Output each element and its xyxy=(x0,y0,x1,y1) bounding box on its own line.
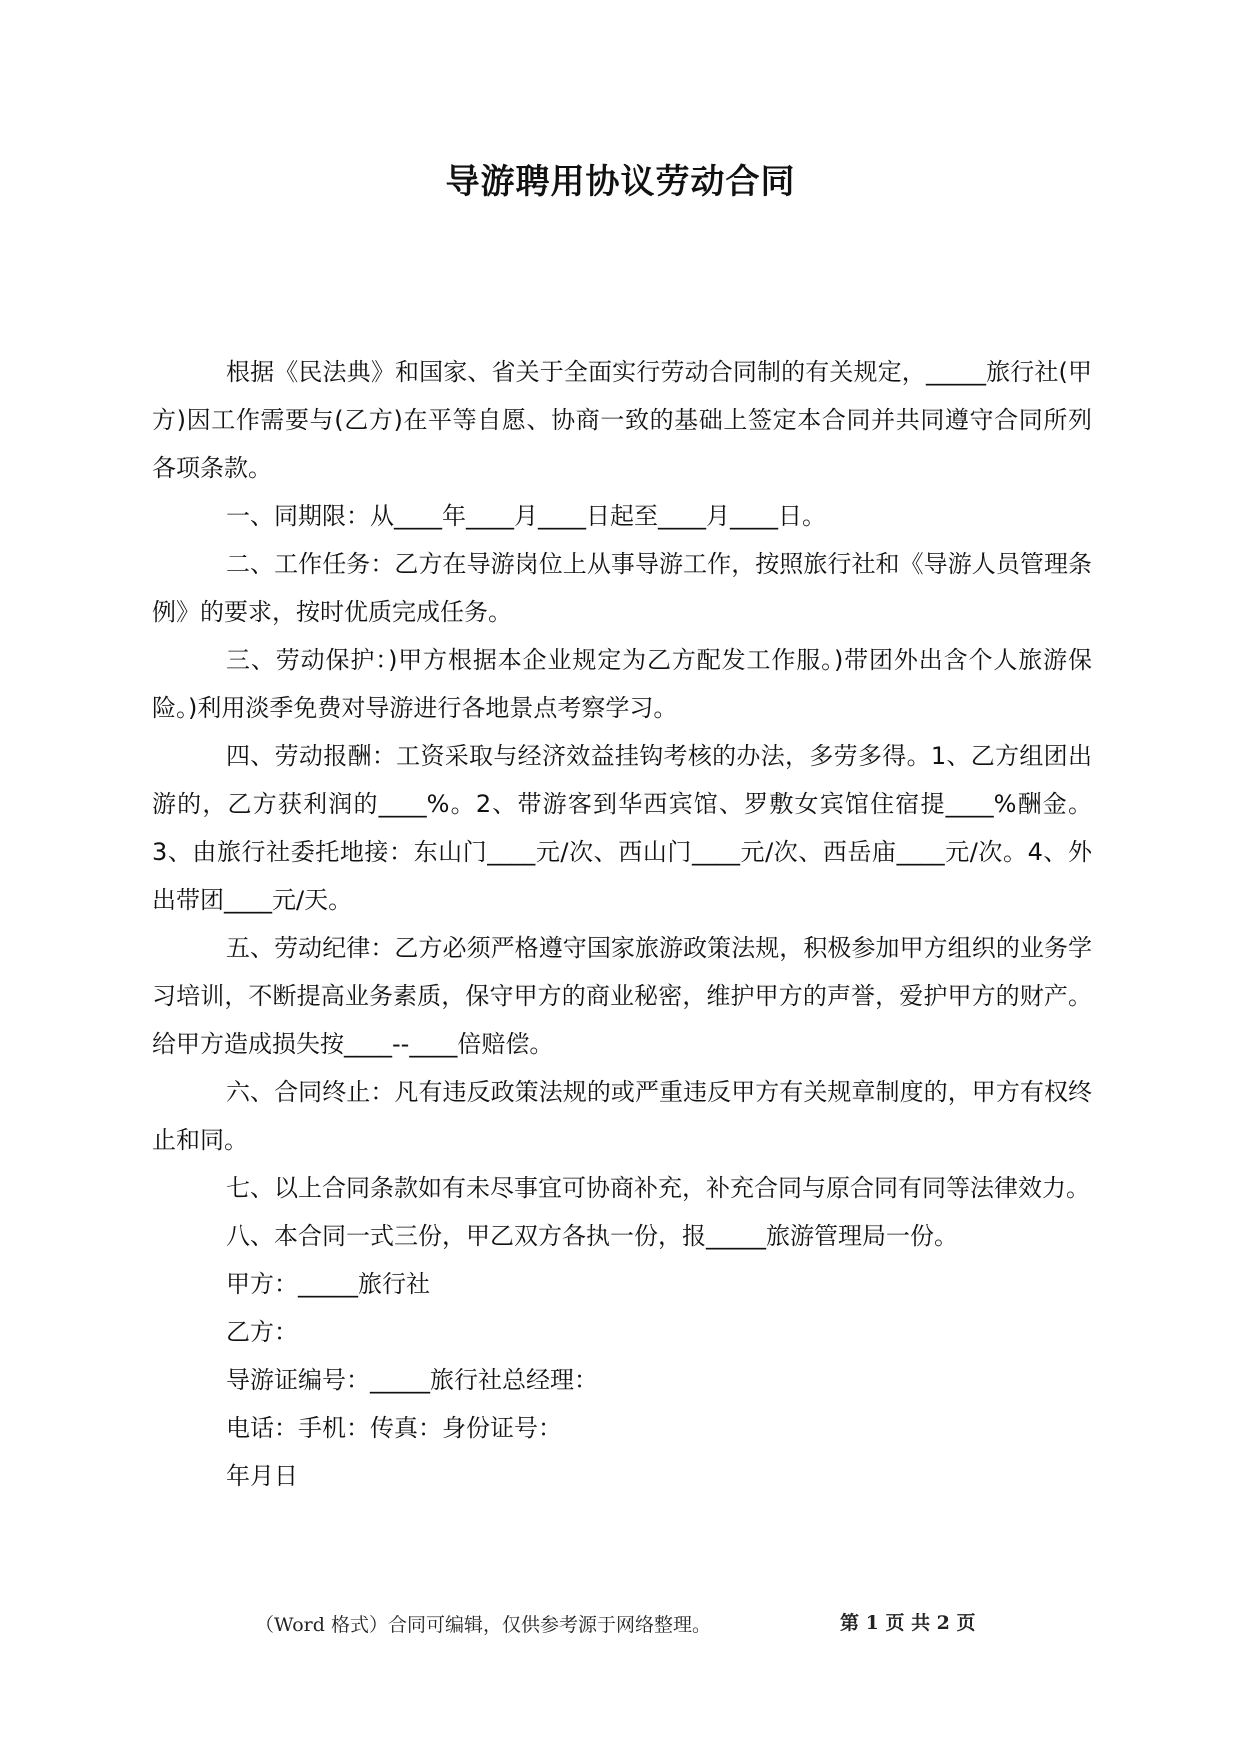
signature-party-a: 甲方：_____旅行社 xyxy=(226,1270,430,1298)
signature-contact: 电话：手机：传真：身份证号： xyxy=(226,1414,562,1442)
clause-termination: 六、合同终止：凡有违反政策法规的或严重违反甲方有关规章制度的，甲方有权终止和同。 xyxy=(152,1078,1092,1154)
signature-date: 年月日 xyxy=(226,1462,298,1490)
page-indicator: 第 1 页 共 2 页 xyxy=(840,1612,976,1634)
document-body xyxy=(152,348,1092,1500)
clause-copies: 八、本合同一式三份，甲乙双方各执一份，报_____旅游管理局一份。 xyxy=(226,1222,958,1250)
signature-party-b: 乙方： xyxy=(226,1318,298,1346)
document-title: 导游聘用协议劳动合同 xyxy=(445,162,796,202)
clause-term: 一、同期限：从____年____月____日起至____月____日。 xyxy=(226,502,826,530)
footer-note: （Word 格式）合同可编辑，仅供参考源于网络整理。 xyxy=(255,1614,711,1636)
clause-remuneration: 四、劳动报酬：工资采取与经济效益挂钩考核的办法，多劳多得。1、乙方组团出游的，乙方获利润的____%。2、带游客到华西宾馆、罗敷女宾馆住宿提____%酬金。3、由旅行社委托地接：东山门____元/次、西山门____元/次、西岳庙____元/次。4、外出带团____元/天。 xyxy=(152,742,1092,914)
signature-guide-id: 导游证编号：_____旅行社总经理： xyxy=(226,1366,598,1394)
clause-tasks: 二、工作任务：乙方在导游岗位上从事导游工作，按照旅行社和《导游人员管理条例》的要求，按时优质完成任务。 xyxy=(152,550,1092,626)
clause-supplement: 七、以上合同条款如有未尽事宜可协商补充，补充合同与原合同有同等法律效力。 xyxy=(226,1174,1090,1202)
preamble-paragraph: 根据《民法典》和国家、省关于全面实行劳动合同制的有关规定，_____旅行社(甲方)因工作需要与(乙方)在平等自愿、协商一致的基础上签定本合同并共同遵守合同所列各项条款。 xyxy=(152,358,1092,482)
clause-protection: 三、劳动保护：)甲方根据本企业规定为乙方配发工作服。)带团外出含个人旅游保险。)利用淡季免费对导游进行各地景点考察学习。 xyxy=(152,646,1092,722)
clause-discipline: 五、劳动纪律：乙方必须严格遵守国家旅游政策法规，积极参加甲方组织的业务学习培训，不断提高业务素质，保守甲方的商业秘密，维护甲方的声誉，爱护甲方的财产。给甲方造成损失按____--____倍赔偿。 xyxy=(152,934,1092,1058)
